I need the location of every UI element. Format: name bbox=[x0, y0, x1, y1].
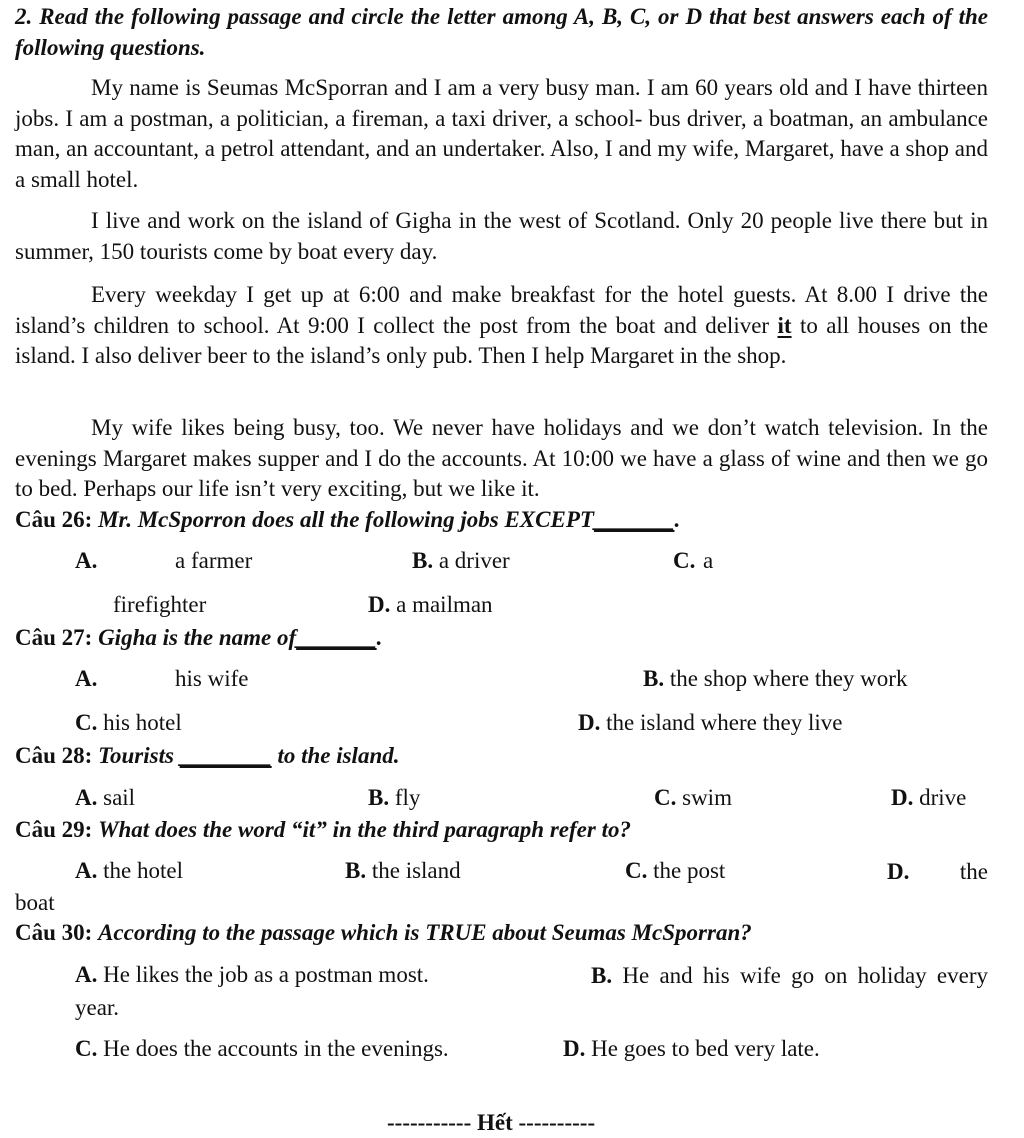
option-letter: C. bbox=[673, 548, 696, 573]
paragraph-1-text: My name is Seumas McSporran and I am a very busy man. I am 60 years old and I have thirteen jobs. I am a postman, a politician, a fireman, a taxi driver, a school- bus driver, a boatman, an ambulance man, an accountant, a petrol attendant, and an undertaker. Also, I and my wife, Margaret, have a shop and a small hotel. bbox=[15, 75, 988, 192]
option-letter: C. bbox=[625, 858, 648, 883]
paragraph-3-text-after: to all houses on the island. I also deliver beer to the island’s only pub. Then I help Margaret in the shop. bbox=[15, 312, 989, 369]
option-letter: D. bbox=[563, 1036, 586, 1061]
option-text: He and his wife go on holiday every year. bbox=[75, 963, 988, 1020]
option-28-b[interactable] bbox=[368, 783, 420, 813]
instruction-text: 2. Read the following passage and circle the letter among A, B, C, or D that best answers each of the following questions. bbox=[15, 4, 988, 60]
option-letter: D. bbox=[578, 710, 601, 735]
option-text: drive bbox=[919, 785, 967, 810]
question-label: Câu 29: bbox=[15, 817, 93, 842]
option-letter: C. bbox=[75, 1036, 98, 1061]
option-text: the boat bbox=[15, 859, 988, 915]
underlined-word-it: it bbox=[777, 312, 792, 338]
question-stem: Gigha is the name of bbox=[98, 625, 297, 650]
question-end: to the island. bbox=[277, 743, 400, 768]
question-label: Câu 27: bbox=[15, 625, 93, 650]
footer-end-marker: ----------- Hết ---------- bbox=[387, 1110, 596, 1135]
question-end: . bbox=[376, 625, 383, 650]
option-letter: B. bbox=[591, 963, 613, 988]
option-30-b[interactable] bbox=[75, 960, 988, 1024]
option-text: his hotel bbox=[103, 710, 182, 735]
question-28 bbox=[15, 741, 400, 771]
option-text: a mailman bbox=[396, 592, 493, 617]
option-30-d[interactable] bbox=[563, 1034, 820, 1064]
option-text: the post bbox=[653, 858, 726, 883]
option-26-c-text: firefighter bbox=[113, 592, 207, 617]
option-text: fly bbox=[394, 785, 421, 810]
question-stem: Tourists bbox=[98, 743, 174, 768]
question-stem: Mr. McSporron does all the following jobs EXCEPT bbox=[98, 507, 594, 532]
question-blank: _______ bbox=[296, 625, 377, 650]
option-27-d[interactable] bbox=[578, 708, 842, 738]
paragraph-3-text-before: Every weekday I get up at 6:00 and make breakfast for the hotel guests. At 8.00 I drive the island’s children to school. At 9:00 I collect the post from the boat and deliver bbox=[15, 282, 988, 338]
option-letter: A. bbox=[75, 548, 98, 573]
option-letter: B. bbox=[345, 858, 367, 883]
question-end: . bbox=[674, 507, 681, 532]
option-letter: B. bbox=[412, 548, 434, 573]
option-letter: A. bbox=[75, 858, 98, 883]
option-letter: D. bbox=[368, 592, 391, 617]
option-28-c[interactable] bbox=[654, 783, 732, 813]
passage-paragraph-1 bbox=[15, 73, 988, 195]
option-text: He does the accounts in the evenings. bbox=[103, 1036, 449, 1061]
question-label: Câu 28: bbox=[15, 743, 93, 768]
question-26 bbox=[15, 505, 680, 535]
option-text: He goes to bed very late. bbox=[591, 1036, 820, 1061]
option-27-a-text: his wife bbox=[175, 666, 249, 691]
option-text: the shop where they work bbox=[669, 666, 908, 691]
option-text: He likes the job as a postman most. bbox=[103, 962, 429, 987]
option-29-d[interactable] bbox=[15, 856, 988, 918]
question-stem: What does the word “it” in the third paragraph refer to? bbox=[98, 817, 631, 842]
instruction bbox=[15, 2, 988, 63]
option-28-d[interactable] bbox=[891, 783, 966, 813]
option-26-b[interactable] bbox=[412, 546, 510, 576]
question-stem: According to the passage which is TRUE about Seumas McSporran? bbox=[98, 920, 752, 945]
option-26-a[interactable] bbox=[75, 546, 97, 576]
question-30 bbox=[15, 918, 752, 948]
paragraph-4-text: My wife likes being busy, too. We never have holidays and we don’t watch television. In the evenings Margaret makes supper and I do the accounts. At 10:00 we have a glass of wine and then we go to bed. Perhaps our life isn’t very exciting, but we like it. bbox=[15, 415, 988, 502]
option-27-a[interactable] bbox=[75, 664, 97, 694]
option-letter: C. bbox=[75, 710, 98, 735]
question-label: Câu 30: bbox=[15, 920, 93, 945]
option-letter: D. bbox=[887, 859, 910, 884]
passage-paragraph-4 bbox=[15, 413, 988, 505]
option-text: a driver bbox=[438, 548, 510, 573]
option-text: sail bbox=[103, 785, 136, 810]
option-28-a[interactable] bbox=[75, 783, 135, 813]
option-text: swim bbox=[682, 785, 732, 810]
passage-paragraph-3 bbox=[15, 280, 988, 372]
option-text: the island where they live bbox=[606, 710, 843, 735]
option-letter: A. bbox=[75, 962, 98, 987]
option-text: the hotel bbox=[103, 858, 183, 883]
question-label: Câu 26: bbox=[15, 507, 93, 532]
option-26-a-text: a farmer bbox=[175, 548, 253, 573]
option-26-d[interactable] bbox=[368, 590, 493, 620]
option-letter: B. bbox=[643, 666, 665, 691]
option-letter: A. bbox=[75, 666, 98, 691]
question-29 bbox=[15, 815, 631, 845]
option-30-c[interactable] bbox=[75, 1034, 449, 1064]
option-27-c[interactable] bbox=[75, 708, 182, 738]
passage-paragraph-2 bbox=[15, 206, 988, 267]
question-27 bbox=[15, 623, 382, 653]
option-letter: A. bbox=[75, 785, 98, 810]
option-27-b[interactable] bbox=[643, 664, 907, 694]
question-blank: _______ bbox=[593, 507, 675, 532]
option-26-c-text-start: a bbox=[703, 548, 714, 573]
option-letter: B. bbox=[368, 785, 390, 810]
paragraph-2-text: I live and work on the island of Gigha in the west of Scotland. Only 20 people live there but in summer, 150 tourists come by boat every day. bbox=[15, 208, 988, 264]
option-26-c[interactable] bbox=[673, 546, 695, 576]
option-letter: C. bbox=[654, 785, 677, 810]
option-text: the island bbox=[371, 858, 461, 883]
question-blank: ________ bbox=[179, 743, 272, 768]
option-letter: D. bbox=[891, 785, 914, 810]
